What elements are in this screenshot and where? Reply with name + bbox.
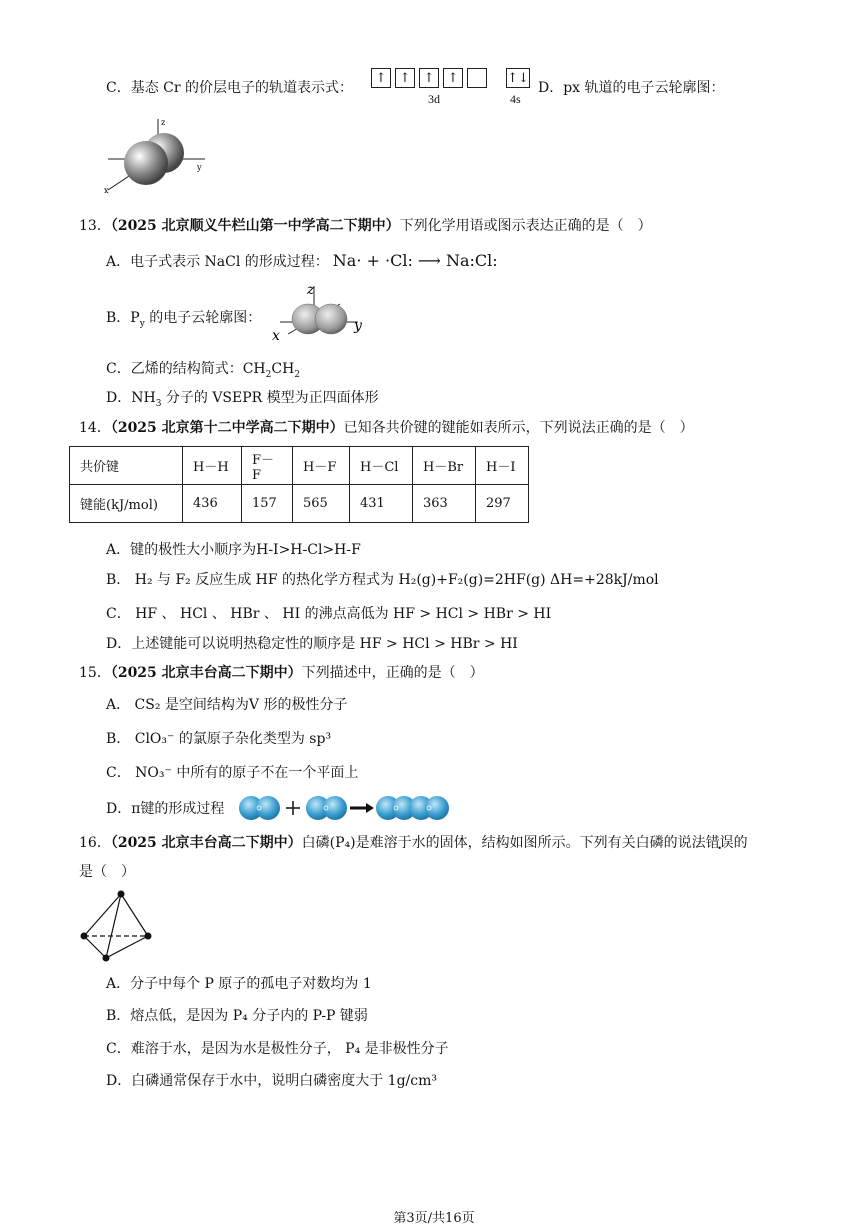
table-header-cell: 共价键 bbox=[70, 447, 183, 485]
q16-option-d: D．白磷通常保存于水中，说明白磷密度大于 1g/cm³ bbox=[106, 1073, 437, 1089]
question-number: 16． bbox=[79, 835, 111, 851]
option-text: D．NH bbox=[106, 390, 156, 406]
table-cell: 297 bbox=[476, 485, 529, 523]
subscript: 3 bbox=[155, 398, 162, 409]
svg-text:y: y bbox=[197, 163, 202, 172]
table-cell: 565 bbox=[293, 485, 350, 523]
orbital-box: ↑ bbox=[371, 68, 391, 88]
question-source: （2025 北京丰台高二下期中） bbox=[110, 665, 302, 681]
question-16 bbox=[79, 833, 748, 853]
question-number: 15． bbox=[79, 665, 111, 681]
table-header-cell: H－Br bbox=[413, 447, 476, 485]
q15-option-a: A． CS₂ 是空间结构为V 形的极性分子 bbox=[106, 697, 348, 713]
subscript: y bbox=[139, 318, 145, 329]
electron-formula: Na· + ·Cl: ⟶ Na:Cl: bbox=[332, 251, 498, 270]
table-row bbox=[70, 485, 529, 523]
q14-option-b: B． H₂ 与 F₂ 反应生成 HF 的热化学方程式为 H₂(g)+F₂(g)=2HF(g) ΔH=+28kJ/mol bbox=[106, 572, 659, 588]
option-text: CH bbox=[271, 361, 295, 377]
orbital-box: ↑↓ bbox=[506, 68, 530, 88]
pi-bond-formation-figure bbox=[236, 794, 462, 824]
q12-option-d: D．px 轨道的电子云轮廓图： bbox=[538, 80, 725, 96]
q14-option-a: A．键的极性大小顺序为H-I>H-Cl>H-F bbox=[106, 542, 361, 558]
q13-option-a bbox=[106, 251, 498, 272]
table-header-cell: H－H bbox=[183, 447, 242, 485]
orbital-label-4s: 4s bbox=[510, 92, 521, 106]
q16-option-b: B．熔点低，是因为 P₄ 分子内的 P-P 键弱 bbox=[106, 1008, 368, 1024]
table-cell: 键能(kJ/mol) bbox=[70, 485, 183, 523]
subscript: 2 bbox=[265, 369, 272, 380]
svg-text:y: y bbox=[354, 318, 362, 334]
question-text: 下列描述中，正确的是（ ） bbox=[301, 665, 484, 681]
question-text: 已知各共价键的键能如表所示，下列说法正确的是（ ） bbox=[343, 420, 694, 436]
orbital-label-3d: 3d bbox=[428, 92, 440, 106]
option-text: 分子的 VSEPR 模型为正四面体形 bbox=[161, 390, 379, 406]
svg-text:x: x bbox=[104, 186, 109, 195]
option-text: B．P bbox=[106, 310, 140, 326]
table-header-cell: H－Cl bbox=[350, 447, 413, 485]
table-cell: 157 bbox=[242, 485, 293, 523]
q15-option-d: D．π键的形成过程 bbox=[106, 801, 225, 817]
white-phosphorus-structure bbox=[76, 888, 160, 964]
option-text: 的电子云轮廓图： bbox=[144, 310, 262, 326]
orbital-box: ↑ bbox=[419, 68, 439, 88]
emphasized-text: 错误 bbox=[705, 835, 734, 851]
orbital-box bbox=[467, 68, 487, 88]
q15-option-b: B． ClO₃⁻ 的氯原子杂化类型为 sp³ bbox=[106, 731, 332, 747]
table-cell: 436 bbox=[183, 485, 242, 523]
svg-text:z: z bbox=[161, 118, 166, 127]
q16-option-a: A．分子中每个 P 原子的孤电子对数均为 1 bbox=[106, 976, 372, 992]
question-text: 的 bbox=[733, 835, 748, 851]
question-14 bbox=[79, 418, 694, 438]
orbital-box: ↑ bbox=[443, 68, 463, 88]
orbital-box: ↑ bbox=[395, 68, 415, 88]
q13-option-c bbox=[106, 359, 300, 379]
question-source: （2025 北京丰台高二下期中） bbox=[110, 835, 302, 851]
bond-energy-table bbox=[69, 446, 529, 523]
question-source: （2025 北京顺义牛栏山第一中学高二下期中） bbox=[110, 218, 400, 234]
q16-option-c: C．难溶于水，是因为水是极性分子， P₄ 是非极性分子 bbox=[106, 1041, 449, 1057]
question-16-line2: 是（ ） bbox=[79, 864, 135, 880]
question-text: 下列化学用语或图示表达正确的是（ ） bbox=[399, 218, 652, 234]
option-text: C．乙烯的结构简式：CH bbox=[106, 361, 266, 377]
py-orbital-figure bbox=[268, 282, 378, 344]
q12-option-c: C．基态 Cr 的价层电子的轨道表示式： bbox=[106, 80, 354, 96]
q13-option-b bbox=[106, 308, 261, 328]
table-cell: 363 bbox=[413, 485, 476, 523]
table-header-cell: F－F bbox=[242, 447, 293, 485]
svg-text:z: z bbox=[307, 282, 315, 298]
px-orbital-figure bbox=[100, 115, 215, 197]
q14-option-c: C． HF 、 HCl 、 HBr 、 HI 的沸点高低为 HF > HCl > HBr > HI bbox=[106, 606, 552, 622]
question-13 bbox=[79, 216, 652, 236]
subscript: 2 bbox=[294, 369, 301, 380]
option-text: A．电子式表示 NaCl 的形成过程： bbox=[106, 254, 329, 270]
table-cell: 431 bbox=[350, 485, 413, 523]
q14-option-d: D．上述键能可以说明热稳定性的顺序是 HF > HCl > HBr > HI bbox=[106, 636, 518, 652]
table-row bbox=[70, 447, 529, 485]
page-footer: 第3页/共16页 bbox=[393, 1211, 475, 1226]
question-text: 白磷(P₄)是难溶于水的固体，结构如图所示。下列有关白磷的说法 bbox=[301, 835, 706, 851]
table-header-cell: H－F bbox=[293, 447, 350, 485]
question-number: 14． bbox=[79, 420, 111, 436]
q15-option-c: C． NO₃⁻ 中所有的原子不在一个平面上 bbox=[106, 765, 359, 781]
question-number: 13． bbox=[79, 218, 111, 234]
svg-text:x: x bbox=[272, 328, 280, 344]
question-source: （2025 北京第十二中学高二下期中） bbox=[110, 420, 344, 436]
table-header-cell: H－I bbox=[476, 447, 529, 485]
question-15 bbox=[79, 663, 484, 683]
q13-option-d bbox=[106, 388, 379, 408]
